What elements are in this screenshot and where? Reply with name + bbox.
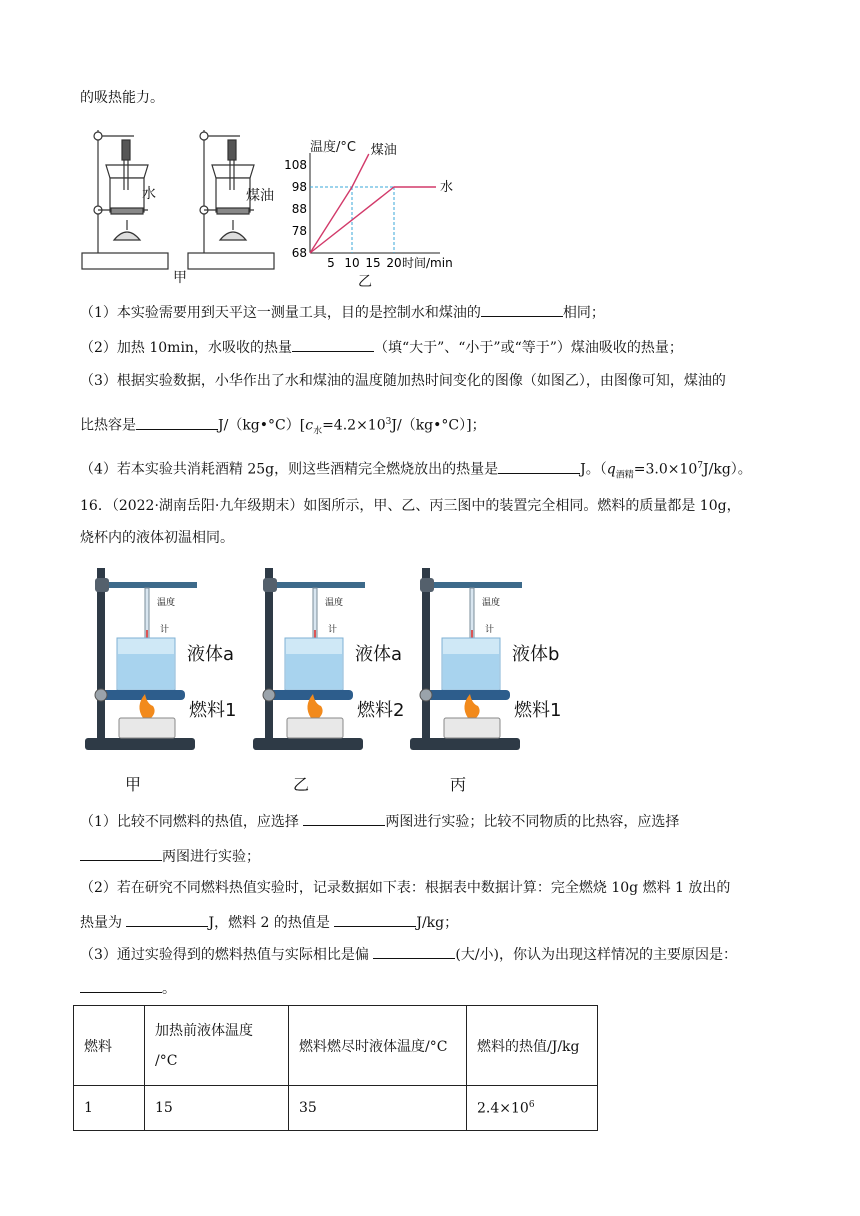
intro-tail: 的吸热能力。 [80, 90, 164, 106]
clamp-arm [265, 582, 365, 588]
sub-water: 水 [313, 426, 323, 437]
q16-s1a: （1）比较不同燃料的热值，应选择 [80, 814, 304, 830]
graph-series-line [310, 154, 369, 253]
value-exp: 6 [528, 1099, 535, 1110]
liquid-label: 液体a [187, 644, 235, 665]
q16-s1c: 两图进行实验； [162, 849, 260, 865]
answer-blank[interactable] [80, 846, 162, 861]
fuel-label: 燃料2 [357, 700, 405, 721]
graph-x-tick: 15 [365, 256, 381, 270]
clamp-knob [263, 689, 275, 701]
thermometer-label: 温度 [482, 598, 501, 608]
c-water-value: =4.2×10 [322, 417, 386, 434]
header-text: 加热前液体温度 [155, 1022, 253, 1039]
clamp-arm [422, 582, 522, 588]
q16-s1b: 两图进行实验；比较不同物质的比热容，应选择 [385, 814, 680, 830]
graph-series-label: 煤油 [370, 143, 397, 158]
clamp-knob [420, 689, 432, 701]
q16-s2: （2）若在研究不同燃料热值实验时，记录数据如下表：根据表中数据计算：完全燃烧 10g 燃料 1 放出的 [80, 880, 731, 896]
table-header-cell [145, 1006, 289, 1086]
q15-p2b: （填“大于”、“小于”或“等于”）煤油吸收的热量； [373, 340, 683, 356]
thermometer-label: 温度 [325, 598, 344, 608]
q15-part3b [80, 412, 486, 441]
q16-s2c: J，燃料 2 的热值是 [208, 915, 335, 931]
figure-caption: 乙 [293, 775, 310, 794]
graph-y-tick: 88 [291, 202, 307, 216]
liquid-label: 液体b [512, 644, 560, 665]
ring-support [95, 690, 185, 700]
q15-p3b-post: J/（kg•°C）[ [218, 417, 306, 434]
fig1-caption-jia: 甲 [173, 270, 187, 286]
q15-p1-text: （1）本实验需要用到天平这一测量工具，目的是控制水和煤油的 [80, 305, 481, 321]
stand-rod [265, 568, 273, 740]
table-cell: 15 [145, 1086, 289, 1131]
graph-y-tick: 108 [284, 158, 307, 172]
apparatus-figure [410, 560, 580, 800]
stand-rod [422, 568, 430, 740]
apparatus-figure [85, 560, 255, 800]
q16-s2-line2 [80, 912, 458, 933]
fuel-label: 燃料1 [189, 700, 237, 721]
thermometer-label: 计 [485, 625, 495, 635]
graph-y-tick: 98 [291, 180, 307, 194]
table-cell: 1 [74, 1086, 145, 1131]
table-cell: 35 [289, 1086, 467, 1131]
q15-p3b-tail: J/（kg•°C）]； [391, 417, 486, 434]
fuel-burner [119, 718, 175, 738]
answer-blank[interactable] [481, 302, 563, 317]
q15-part3: （3）根据实验数据，小华作出了水和煤油的温度随加热时间变化的图像（如图乙），由图像可知，煤油的 [80, 373, 726, 389]
answer-blank[interactable] [136, 415, 218, 430]
data-table [73, 1005, 598, 1131]
clamp-knob [95, 689, 107, 701]
q15-p2a: （2）加热 10min，水吸收的热量 [80, 340, 292, 356]
stand-rod [97, 568, 105, 740]
q-value: =3.0×10 [633, 461, 698, 478]
graph-x-tick: 10 [344, 256, 360, 270]
q16-s3a: （3）通过实验得到的燃料热值与实际相比是偏 [80, 947, 374, 963]
graph-x-tick: 20 [386, 256, 402, 270]
symbol-c: c [305, 417, 314, 434]
clamp-arm [97, 582, 197, 588]
graph-x-label: 时间/min [402, 256, 453, 270]
fig1-caption-yi: 乙 [358, 274, 372, 290]
liquid [118, 654, 174, 689]
q16-s2b: 热量为 [80, 915, 127, 931]
answer-blank[interactable] [292, 337, 374, 352]
table-header-cell: 燃料的热值/J/kg [467, 1006, 598, 1086]
q16-s2d: J/kg； [416, 915, 459, 931]
q16-s3c: 。 [162, 981, 176, 997]
table-row [74, 1086, 598, 1131]
clamp [95, 578, 109, 592]
figure-apparatus-jia [78, 120, 308, 290]
q16-s1 [80, 811, 679, 832]
clamp [420, 578, 434, 592]
table-header-cell: 燃料燃尽时液体温度/°C [289, 1006, 467, 1086]
graph-series-label: 水 [440, 180, 454, 195]
answer-blank[interactable] [334, 912, 416, 927]
fuel-label: 燃料1 [514, 700, 562, 721]
liquid [286, 654, 342, 689]
thermometer-label: 计 [160, 625, 170, 635]
header-text: /°C [155, 1052, 178, 1069]
q16-head2: 烧杯内的液体初温相同。 [80, 530, 234, 546]
q15-part1 [80, 302, 605, 323]
answer-blank[interactable] [80, 978, 162, 993]
value-text: 2.4×10 [477, 1100, 529, 1117]
q16-s1-line2 [80, 846, 260, 867]
clamp [263, 578, 277, 592]
q16-s3 [80, 944, 737, 965]
temperature-time-graph [284, 135, 460, 275]
q15-p4b: J。（ [580, 461, 607, 478]
table-header-cell: 燃料 [74, 1006, 145, 1086]
ring-support [263, 690, 353, 700]
liquid-label: 液体a [355, 644, 403, 665]
apparatus-figure [253, 560, 423, 800]
q16-head: 16．（2022·湖南岳阳·九年级期末）如图所示，甲、乙、丙三图中的装置完全相同。燃料的质量都是 10g， [80, 498, 741, 514]
fuel-burner [444, 718, 500, 738]
fig1-label-water: 水 [142, 186, 156, 202]
graph-y-tick: 78 [291, 224, 307, 238]
graph-y-tick: 68 [291, 246, 307, 260]
q16-s3b: (大/小)，你认为出现这样情况的主要原因是： [455, 947, 737, 963]
thermometer-label: 温度 [157, 598, 176, 608]
ring-support [420, 690, 510, 700]
q15-p4-tail: J/kg）。 [703, 461, 752, 478]
answer-blank[interactable] [126, 912, 208, 927]
fig1-label-kerosene: 煤油 [246, 188, 274, 204]
sub-alcohol: 酒精 [615, 470, 634, 481]
table-header-row [74, 1006, 598, 1086]
graph-series-line [310, 187, 436, 253]
graph-x-tick: 5 [327, 256, 335, 270]
q15-p4a: （4）若本实验共消耗酒精 25g，则这些酒精完全燃烧放出的热量是 [80, 461, 499, 478]
q15-p1-end: 相同； [562, 305, 605, 321]
figure-caption: 丙 [450, 775, 467, 794]
liquid [443, 654, 499, 689]
graph-ylabel: 温度/°C [310, 140, 356, 155]
symbol-q: q [606, 461, 616, 478]
table-cell [467, 1086, 598, 1131]
q15-part4 [80, 456, 752, 485]
fuel-burner [287, 718, 343, 738]
q15-part2 [80, 337, 683, 358]
exp-7: 7 [697, 461, 704, 471]
q16-s3-line2 [80, 978, 176, 999]
thermometer-label: 计 [328, 625, 338, 635]
figure-caption: 甲 [125, 775, 142, 794]
answer-blank[interactable] [303, 811, 385, 826]
answer-blank[interactable] [498, 459, 580, 474]
q15-p3b-pre: 比热容是 [80, 417, 136, 434]
answer-blank[interactable] [373, 944, 455, 959]
exp-3: 3 [385, 417, 392, 427]
